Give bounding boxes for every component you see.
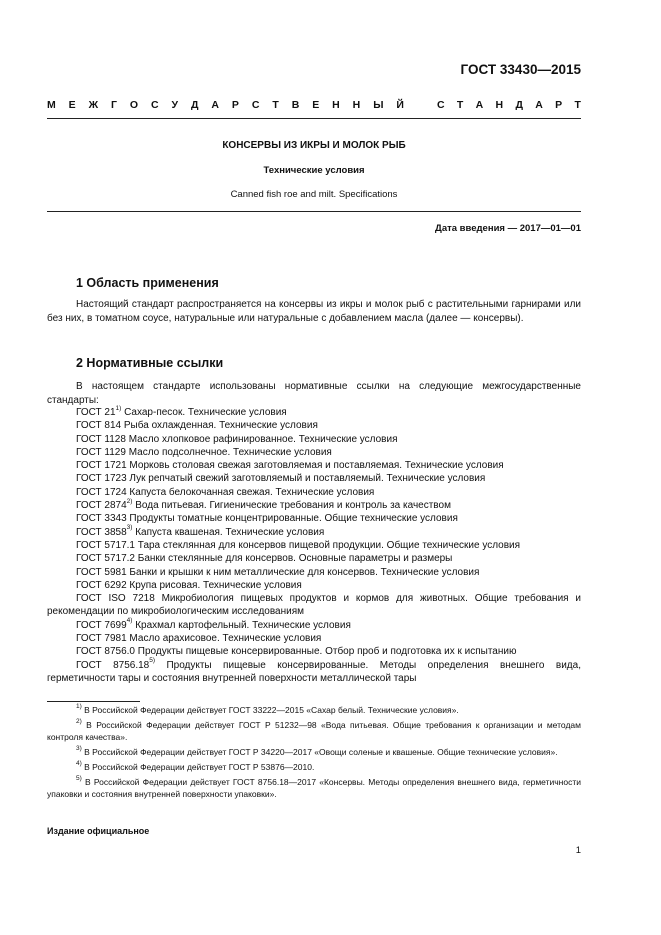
introduction-date: Дата введения — 2017—01—01 [435,223,581,234]
reference-title: Микробиология пищевых продуктов и кормов для животных. Общие требования и рекомендации по микробиологическим исследованиям [47,593,581,618]
footnote-item [47,761,581,773]
footnote-item [47,776,581,800]
reference-item [76,526,581,539]
reference-title: Продукты пищевые консервированные. Отбор проб и подготовка их к испытанию [135,646,517,658]
reference-title: Крахмал картофельный. Технические условия [132,619,351,631]
page-number: 1 [575,845,581,856]
heading-letter: М [47,99,56,111]
footnote-mark: 4) [76,760,82,768]
heading-letter: В [291,99,300,111]
footnote-item [47,746,581,758]
heading-letter: А [475,99,484,111]
reference-title: Продукты пищевые консервированные. Методы определения внешнего вида, герметичности тары и состояния внутренней поверхности металлической тары [47,659,581,684]
reference-code: ГОСТ 3343 [76,513,127,525]
heading-letter: Ы [373,99,384,111]
footnote-text: В Российской Федерации действует ГОСТ 8756.18—2017 «Консервы. Методы определения внешнего вида, герметичности упаковки и состояния внутренней поверхности упаковки». [47,777,581,799]
reference-code: ГОСТ 814 [76,420,122,432]
footnote-text: В Российской Федерации действует ГОСТ Р 51232—98 «Вода питьевая. Общие требования к организации и методам контроля качества». [47,720,581,742]
reference-code: ГОСТ 6292 [76,579,127,591]
footnote-text: В Российской Федерации действует ГОСТ Р 53876—2010. [81,762,315,772]
reference-code: ГОСТ 1724 [76,486,127,498]
reference-item [76,486,581,499]
reference-item [76,539,581,552]
reference-code: ГОСТ 1129 [76,446,126,458]
heading-letter: Н [332,99,340,111]
reference-code: ГОСТ 1723 [76,473,127,485]
reference-title: Вода питьевая. Гигиенические требования и контроль за качеством [132,500,451,512]
reference-title: Рыба охлажденная. Технические условия [121,420,318,432]
reference-item [76,619,581,632]
reference-title: Капуста белокочанная свежая. Технические условия [126,486,375,498]
header-rule [47,118,581,119]
reference-title: Масло подсолнечное. Технические условия [125,446,332,458]
official-edition: Издание официальное [47,826,150,836]
section-1-heading: 1 Область применения [76,276,219,290]
footnote-mark: 2) [76,718,82,726]
section-1-text [47,298,581,326]
document-title: КОНСЕРВЫ ИЗ ИКРЫ И МОЛОК РЫБ [222,140,406,151]
reference-item [76,419,581,432]
footnote-marker: 2) [126,497,133,505]
interstate-standard-heading [47,99,581,111]
english-title: Canned fish roe and milt. Specifications [230,189,398,200]
footnotes [47,704,581,803]
heading-letter: Д [515,99,523,111]
heading-letter: Д [190,99,199,111]
reference-title: Продукты томатные концентрированные. Общие технические условия [126,513,458,525]
reference-item [76,406,581,419]
standard-word [437,99,581,111]
interstate-word [47,99,404,111]
reference-title: Капуста квашеная. Технические условия [132,526,325,538]
heading-letter: Р [555,99,563,111]
reference-code: ГОСТ 7981 [76,633,127,645]
reference-code: ГОСТ 1128 [76,433,126,445]
title-rule [47,211,581,212]
footnote-text: В Российской Федерации действует ГОСТ 33222—2015 «Сахар белый. Технические условия». [81,705,459,715]
footnote-text: В Российской Федерации действует ГОСТ Р 34220—2017 «Овощи соленые и квашеные. Общие технические условия». [81,747,558,757]
heading-letter: Т [456,99,464,111]
footnote-marker: 4) [126,617,133,625]
footnote-mark: 5) [76,775,82,783]
reference-title: Банки стеклянные для консервов. Основные параметры и размеры [135,553,453,565]
heading-letter: У [171,99,179,111]
footnote-separator [47,701,140,702]
footnote-mark: 3) [76,745,82,753]
reference-item [76,552,581,565]
heading-letter: Г [111,99,117,111]
heading-letter: Т [574,99,581,111]
reference-item [76,472,581,485]
heading-letter: С [437,99,445,111]
reference-title: Масло хлопковое рафинированное. Технические условия [125,433,398,445]
reference-item [76,512,581,525]
heading-letter: А [211,99,219,111]
heading-letter: С [151,99,159,111]
reference-item [47,592,581,619]
heading-letter: Й [396,99,404,111]
gost-number: ГОСТ 33430—2015 [460,62,581,77]
reference-code: ГОСТ 21 [76,407,116,418]
reference-code: ГОСТ 8756.18 [76,659,150,671]
heading-letter: Е [312,99,320,111]
footnote-mark: 1) [76,703,82,711]
heading-letter: Ж [88,99,99,111]
footnote-marker: 3) [126,524,133,532]
heading-letter: С [251,99,260,111]
reference-code: ГОСТ 5717.1 [76,539,135,551]
reference-code: ГОСТ ISO 7218 [76,593,155,605]
reference-title: Морковь столовая свежая заготовляемая и поставляемая. Технические условия [126,460,504,472]
reference-item [76,579,581,592]
footnote-marker: 1) [115,404,122,412]
normative-references-list [47,404,581,685]
footnote-marker: 5) [149,657,155,665]
reference-title: Крупа рисовая. Технические условия [126,579,302,591]
heading-letter: О [129,99,139,111]
reference-title: Масло арахисовое. Технические условия [126,633,322,645]
footnote-item [47,719,581,743]
heading-letter: Н [352,99,361,111]
heading-letter: Р [231,99,239,111]
reference-code: ГОСТ 7699 [76,619,127,631]
reference-code: ГОСТ 2874 [76,500,127,512]
reference-title: Лук репчатый свежий заготовляемый и поставляемый. Технические условия [126,473,486,485]
heading-letter: А [535,99,543,111]
section-2-intro [47,380,581,408]
footnote-item [47,704,581,716]
reference-title: Тара стеклянная для консервов пищевой продукции. Общие технические условия [135,539,521,551]
reference-item [76,499,581,512]
reference-code: ГОСТ 3858 [76,526,127,538]
section-2-intro-text: В настоящем стандарте использованы нормативные ссылки на следующие межгосударственные стандарты: [47,381,581,406]
heading-letter: Т [272,99,279,111]
reference-item [76,566,581,579]
reference-item [47,659,581,686]
reference-item [76,632,581,645]
reference-code: ГОСТ 5717.2 [76,553,135,565]
reference-code: ГОСТ 5981 [76,566,127,578]
reference-item [76,459,581,472]
section-2-heading: 2 Нормативные ссылки [76,356,224,370]
heading-letter: Н [495,99,504,111]
section-1-body: Настоящий стандарт распространяется на консервы из икры и молок рыб с растительными гарнирами или без них, в томатном соусе, натуральные или натуральные с добавлением масла (далее — консервы). [47,299,581,324]
reference-title: Сахар-песок. Технические условия [121,407,287,418]
reference-code: ГОСТ 1721 [76,460,127,472]
reference-title: Банки и крышки к ним металлические для консервов. Технические условия [126,566,480,578]
reference-item [76,433,581,446]
heading-letter: Е [68,99,76,111]
document-subtitle: Технические условия [263,165,365,176]
reference-code: ГОСТ 8756.0 [76,646,135,658]
reference-item [76,446,581,459]
